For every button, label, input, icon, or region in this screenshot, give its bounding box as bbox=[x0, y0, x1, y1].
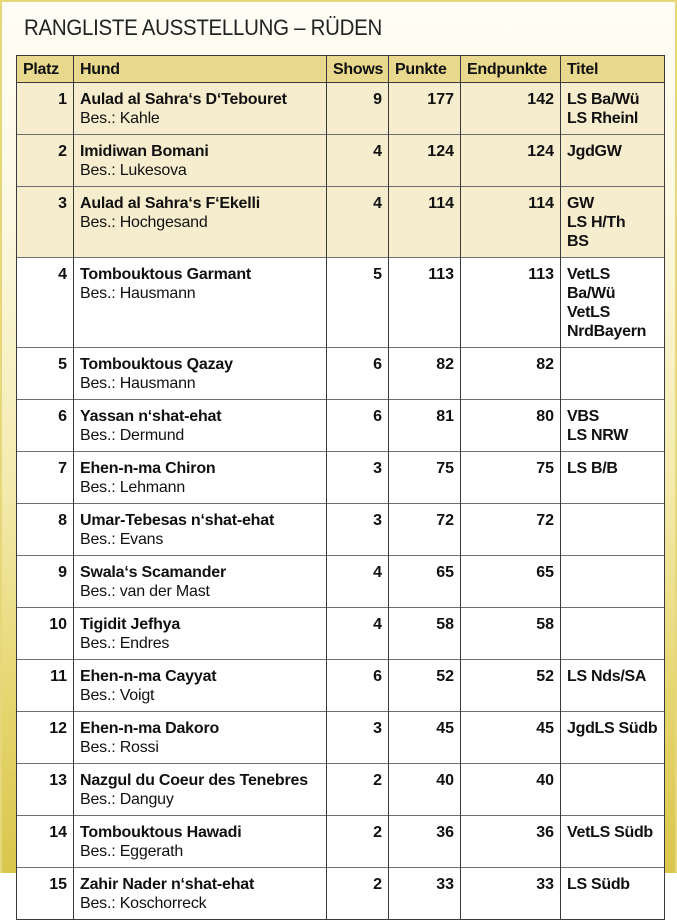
table-row bbox=[17, 816, 665, 868]
cell-punkte: 52 bbox=[389, 660, 461, 712]
cell-endpunkte: 52 bbox=[461, 660, 561, 712]
cell-titel bbox=[561, 187, 665, 258]
owner-name: Bes.: van der Mast bbox=[80, 583, 210, 600]
title-award: LS Südb bbox=[567, 876, 630, 893]
cell-punkte: 75 bbox=[389, 452, 461, 504]
cell-punkte: 58 bbox=[389, 608, 461, 660]
cell-endpunkte: 114 bbox=[461, 187, 561, 258]
cell-punkte: 72 bbox=[389, 504, 461, 556]
title-award: Ba/Wü bbox=[567, 285, 616, 302]
table-body bbox=[17, 83, 665, 920]
cell-shows: 6 bbox=[327, 348, 389, 400]
title-award: LS B/B bbox=[567, 460, 618, 477]
cell-hund bbox=[74, 187, 327, 258]
table-row bbox=[17, 556, 665, 608]
owner-name: Bes.: Rossi bbox=[80, 739, 159, 756]
cell-hund bbox=[74, 868, 327, 920]
table-row bbox=[17, 135, 665, 187]
table-row bbox=[17, 83, 665, 135]
cell-shows: 2 bbox=[327, 816, 389, 868]
column-header-platz: Platz bbox=[17, 56, 74, 83]
cell-shows: 5 bbox=[327, 258, 389, 348]
column-header-titel: Titel bbox=[561, 56, 665, 83]
cell-titel bbox=[561, 400, 665, 452]
cell-endpunkte: 45 bbox=[461, 712, 561, 764]
cell-endpunkte: 124 bbox=[461, 135, 561, 187]
column-header-endpunkte: Endpunkte bbox=[461, 56, 561, 83]
cell-shows: 3 bbox=[327, 504, 389, 556]
cell-hund bbox=[74, 712, 327, 764]
cell-titel bbox=[561, 83, 665, 135]
cell-hund bbox=[74, 400, 327, 452]
cell-titel bbox=[561, 556, 665, 608]
table-header-row bbox=[17, 56, 665, 83]
owner-name: Bes.: Hochgesand bbox=[80, 214, 208, 231]
cell-platz: 13 bbox=[17, 764, 74, 816]
cell-hund bbox=[74, 556, 327, 608]
cell-shows: 4 bbox=[327, 187, 389, 258]
cell-punkte: 65 bbox=[389, 556, 461, 608]
cell-punkte: 114 bbox=[389, 187, 461, 258]
title-award: LS Ba/Wü bbox=[567, 91, 640, 108]
cell-platz: 1 bbox=[17, 83, 74, 135]
cell-endpunkte: 40 bbox=[461, 764, 561, 816]
dog-name: Zahir Nader n‘shat-ehat bbox=[80, 876, 255, 893]
owner-name: Bes.: Eggerath bbox=[80, 843, 184, 860]
cell-shows: 6 bbox=[327, 400, 389, 452]
cell-titel bbox=[561, 608, 665, 660]
owner-name: Bes.: Hausmann bbox=[80, 285, 196, 302]
title-award: LS H/Th bbox=[567, 214, 626, 231]
dog-name: Ehen-n-ma Dakoro bbox=[80, 720, 220, 737]
cell-hund bbox=[74, 135, 327, 187]
cell-titel bbox=[561, 135, 665, 187]
cell-hund bbox=[74, 348, 327, 400]
cell-titel bbox=[561, 348, 665, 400]
cell-platz: 3 bbox=[17, 187, 74, 258]
cell-shows: 4 bbox=[327, 608, 389, 660]
cell-shows: 9 bbox=[327, 83, 389, 135]
cell-platz: 2 bbox=[17, 135, 74, 187]
cell-punkte: 33 bbox=[389, 868, 461, 920]
cell-hund bbox=[74, 83, 327, 135]
table-row bbox=[17, 712, 665, 764]
cell-endpunkte: 58 bbox=[461, 608, 561, 660]
table-row bbox=[17, 187, 665, 258]
cell-punkte: 82 bbox=[389, 348, 461, 400]
dog-name: Tigidit Jefhya bbox=[80, 616, 181, 633]
dog-name: Aulad al Sahra‘s F‘Ekelli bbox=[80, 195, 260, 212]
cell-hund bbox=[74, 608, 327, 660]
table-row bbox=[17, 258, 665, 348]
column-header-punkte: Punkte bbox=[389, 56, 461, 83]
cell-endpunkte: 36 bbox=[461, 816, 561, 868]
owner-name: Bes.: Endres bbox=[80, 635, 170, 652]
cell-endpunkte: 75 bbox=[461, 452, 561, 504]
cell-platz: 11 bbox=[17, 660, 74, 712]
dog-name: Tombouktous Garmant bbox=[80, 266, 252, 283]
title-award: LS NRW bbox=[567, 427, 629, 444]
cell-platz: 14 bbox=[17, 816, 74, 868]
cell-hund bbox=[74, 452, 327, 504]
owner-name: Bes.: Dermund bbox=[80, 427, 185, 444]
cell-titel bbox=[561, 868, 665, 920]
cell-titel bbox=[561, 712, 665, 764]
title-award: JgdLS Südb bbox=[567, 720, 658, 737]
cell-punkte: 124 bbox=[389, 135, 461, 187]
cell-punkte: 36 bbox=[389, 816, 461, 868]
cell-platz: 4 bbox=[17, 258, 74, 348]
table-row bbox=[17, 348, 665, 400]
cell-endpunkte: 113 bbox=[461, 258, 561, 348]
cell-hund bbox=[74, 258, 327, 348]
cell-platz: 15 bbox=[17, 868, 74, 920]
cell-endpunkte: 142 bbox=[461, 83, 561, 135]
cell-titel bbox=[561, 764, 665, 816]
owner-name: Bes.: Hausmann bbox=[80, 375, 196, 392]
dog-name: Tombouktous Hawadi bbox=[80, 824, 242, 841]
table-row bbox=[17, 504, 665, 556]
dog-name: Yassan n‘shat-ehat bbox=[80, 408, 222, 425]
cell-platz: 10 bbox=[17, 608, 74, 660]
cell-shows: 4 bbox=[327, 556, 389, 608]
cell-hund bbox=[74, 764, 327, 816]
cell-titel bbox=[561, 660, 665, 712]
dog-name: Nazgul du Coeur des Tenebres bbox=[80, 772, 308, 789]
cell-shows: 2 bbox=[327, 764, 389, 816]
dog-name: Tombouktous Qazay bbox=[80, 356, 233, 373]
table-row bbox=[17, 868, 665, 920]
cell-endpunkte: 65 bbox=[461, 556, 561, 608]
owner-name: Bes.: Lukesova bbox=[80, 162, 187, 179]
title-award: VBS bbox=[567, 408, 599, 425]
cell-shows: 3 bbox=[327, 452, 389, 504]
title-award: NrdBayern bbox=[567, 323, 647, 340]
dog-name: Imidiwan Bomani bbox=[80, 143, 209, 160]
dog-name: Ehen-n-ma Cayyat bbox=[80, 668, 217, 685]
cell-platz: 8 bbox=[17, 504, 74, 556]
cell-punkte: 177 bbox=[389, 83, 461, 135]
dog-name: Swala‘s Scamander bbox=[80, 564, 227, 581]
cell-titel bbox=[561, 816, 665, 868]
cell-punkte: 40 bbox=[389, 764, 461, 816]
owner-name: Bes.: Danguy bbox=[80, 791, 174, 808]
cell-punkte: 81 bbox=[389, 400, 461, 452]
cell-platz: 12 bbox=[17, 712, 74, 764]
page-title: RANGLISTE AUSSTELLUNG – RÜDEN bbox=[24, 15, 383, 40]
cell-hund bbox=[74, 504, 327, 556]
cell-platz: 7 bbox=[17, 452, 74, 504]
dog-name: Aulad al Sahra‘s D‘Tebouret bbox=[80, 91, 287, 108]
title-award: VetLS Südb bbox=[567, 824, 653, 841]
owner-name: Bes.: Voigt bbox=[80, 687, 155, 704]
cell-endpunkte: 33 bbox=[461, 868, 561, 920]
cell-shows: 4 bbox=[327, 135, 389, 187]
table-row bbox=[17, 452, 665, 504]
cell-shows: 6 bbox=[327, 660, 389, 712]
cell-platz: 9 bbox=[17, 556, 74, 608]
owner-name: Bes.: Evans bbox=[80, 531, 164, 548]
cell-endpunkte: 72 bbox=[461, 504, 561, 556]
title-award: BS bbox=[567, 233, 589, 250]
title-award: VetLS bbox=[567, 304, 610, 321]
title-award: GW bbox=[567, 195, 594, 212]
table-row bbox=[17, 400, 665, 452]
title-award: JgdGW bbox=[567, 143, 622, 160]
cell-punkte: 113 bbox=[389, 258, 461, 348]
title-award: LS Rheinl bbox=[567, 110, 639, 127]
table-row bbox=[17, 608, 665, 660]
cell-endpunkte: 80 bbox=[461, 400, 561, 452]
cell-shows: 3 bbox=[327, 712, 389, 764]
title-award: VetLS bbox=[567, 266, 610, 283]
owner-name: Bes.: Lehmann bbox=[80, 479, 186, 496]
cell-shows: 2 bbox=[327, 868, 389, 920]
cell-punkte: 45 bbox=[389, 712, 461, 764]
cell-titel bbox=[561, 504, 665, 556]
owner-name: Bes.: Kahle bbox=[80, 110, 160, 127]
cell-platz: 5 bbox=[17, 348, 74, 400]
column-header-hund: Hund bbox=[74, 56, 327, 83]
table-row bbox=[17, 764, 665, 816]
cell-platz: 6 bbox=[17, 400, 74, 452]
cell-titel bbox=[561, 258, 665, 348]
column-header-shows: Shows bbox=[327, 56, 389, 83]
cell-endpunkte: 82 bbox=[461, 348, 561, 400]
ranking-table bbox=[16, 55, 665, 920]
owner-name: Bes.: Koschorreck bbox=[80, 895, 207, 912]
cell-hund bbox=[74, 816, 327, 868]
title-award: LS Nds/SA bbox=[567, 668, 647, 685]
cell-titel bbox=[561, 452, 665, 504]
table-row bbox=[17, 660, 665, 712]
dog-name: Ehen-n-ma Chiron bbox=[80, 460, 216, 477]
cell-hund bbox=[74, 660, 327, 712]
dog-name: Umar-Tebesas n‘shat-ehat bbox=[80, 512, 275, 529]
